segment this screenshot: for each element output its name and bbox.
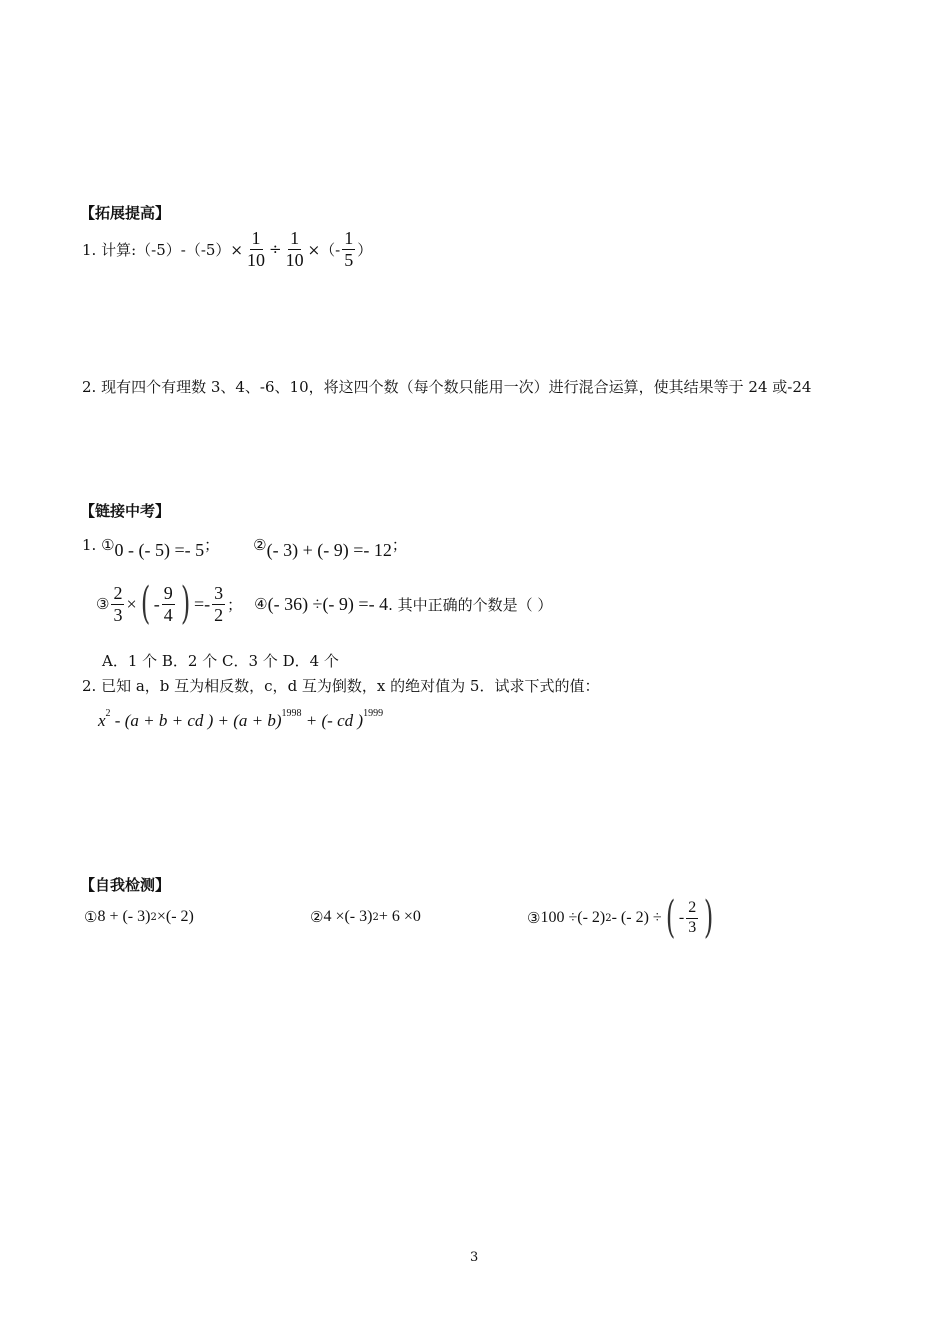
self-e3-label: ③ — [527, 909, 541, 927]
exam-q1-c-times: × — [126, 593, 137, 614]
q1-fraction-2: $\frac{1}{10}$ — [285, 228, 304, 270]
exam-question-2: 2. 已知 a，b 互为相反数，c，d 互为倒数，x 的绝对值为 5．试求下式的值： — [82, 677, 600, 695]
self-e2-sup: 2 — [372, 911, 379, 923]
self-exercise-1 — [84, 908, 194, 926]
exam-q1-label: 1. ① — [82, 535, 115, 554]
left-paren-icon: ( — [140, 578, 150, 629]
exam-q1-c-label: ③ — [96, 595, 110, 613]
expr-x: x — [98, 711, 106, 730]
exam-q1-tail: . 其中正确的个数是（ ） — [388, 595, 553, 614]
section-heading-self: 【自我检测】 — [80, 876, 171, 894]
q1-mid: ×（- — [307, 240, 341, 259]
exam-options: A．1 个 B．2 个 C．3 个 D．4 个 — [102, 652, 339, 670]
section-heading-exam: 【链接中考】 — [80, 502, 171, 520]
self-e2: 4 ×(- 3) — [323, 908, 373, 925]
exam-q1-b-label: ② — [253, 535, 267, 554]
self-e3: 100 ÷(- 2) — [540, 909, 606, 926]
page-number: 3 — [470, 1250, 479, 1265]
self-exercise-3 — [527, 892, 717, 943]
self-e1-tail: ×(- 2) — [156, 908, 194, 925]
self-e2-label: ② — [310, 908, 324, 926]
self-exercise-2 — [310, 908, 421, 926]
q1-prefix: 1. 计算:（-5）-（-5）× — [82, 240, 243, 259]
extend-question-1 — [82, 228, 372, 270]
exam-q1-sep2: ； — [391, 536, 407, 554]
self-e3-mid: - (- 2) ÷ — [611, 909, 662, 926]
exam-q1-d: (- 36) ÷(- 9) =- 4 — [267, 593, 389, 614]
expr-mid-2: + (- cd ) — [301, 711, 364, 730]
exam-q1-sep3: ； — [227, 595, 243, 614]
right-paren-icon: ) — [180, 578, 191, 629]
q1-divide: ÷ — [269, 240, 282, 259]
expr-mid: - (a + b + cd ) + (a + b) — [110, 711, 282, 730]
exam-q1-c-minus: - — [153, 593, 160, 614]
exam-q1-a: 0 - (- 5) =- 5 — [114, 540, 205, 560]
exam-question-1-line-2 — [96, 578, 553, 629]
section-heading-extend: 【拓展提高】 — [80, 204, 171, 222]
self-e3-fraction: $\frac{2}{3}$ — [688, 899, 697, 936]
exam-question-2-expression — [98, 708, 383, 731]
exam-q1-b: (- 3) + (- 9) =- 12 — [266, 540, 392, 560]
self-e3-sup: 2 — [605, 912, 612, 924]
exam-q1-c-fraction-1: $\frac{2}{3}$ — [113, 582, 123, 625]
exam-q1-c-eq: =- — [193, 593, 211, 614]
expr-sup-1: 2 — [105, 708, 111, 719]
self-e1: 8 + (- 3) — [97, 908, 151, 925]
exam-q1-d-label: ④ — [254, 595, 268, 613]
q1-fraction-1: $\frac{1}{10}$ — [247, 228, 265, 270]
left-paren-icon: ( — [665, 892, 675, 943]
expr-sup-2: 1998 — [281, 708, 302, 719]
right-paren-icon: ) — [704, 892, 714, 943]
self-e2-tail: + 6 ×0 — [378, 908, 421, 925]
self-e1-sup: 2 — [150, 911, 157, 923]
q1-end: ） — [357, 240, 373, 259]
q1-fraction-3: $\frac{1}{5}$ — [344, 228, 354, 270]
exam-q1-c-fraction-2: $\frac{9}{4}$ — [163, 582, 173, 625]
expr-sup-3: 1999 — [363, 708, 384, 719]
self-e3-minus: - — [678, 909, 685, 926]
exam-q1-sep1: ； — [204, 536, 220, 554]
extend-question-2: 2. 现有四个有理数 3、4、-6、10，将这四个数（每个数只能用一次）进行混合运算，使其结果等于 24 或-24 — [82, 378, 812, 396]
exam-q1-c-fraction-3: $\frac{3}{2}$ — [214, 582, 224, 625]
exam-question-1-line-1 — [82, 528, 407, 561]
self-e1-label: ① — [84, 908, 98, 926]
